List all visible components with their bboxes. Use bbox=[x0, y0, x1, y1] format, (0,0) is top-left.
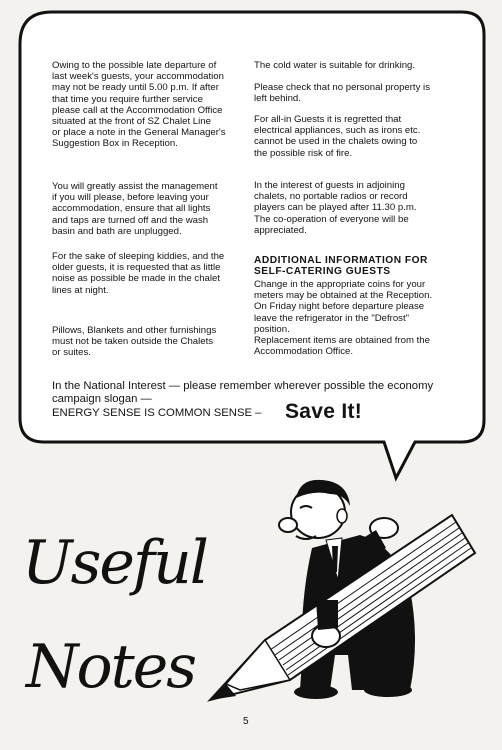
text-line: last week's guests, your accommodation bbox=[52, 71, 224, 83]
text-line: electrical appliances, such as irons etc. bbox=[254, 125, 421, 137]
text-line: basin and bath are unplugged. bbox=[52, 225, 182, 237]
text-line: meters may be obtained at the Reception. bbox=[254, 290, 433, 302]
text-line: players can be played after 11.30 p.m. bbox=[254, 202, 417, 214]
text-line: noise as possible be made in the chalet bbox=[52, 273, 220, 285]
text-line: left behind. bbox=[254, 93, 301, 105]
text-line: Owing to the possible late departure of bbox=[52, 60, 217, 71]
text-line: older guests, it is requested that as little bbox=[52, 262, 221, 274]
useful-title: Useful bbox=[22, 528, 207, 598]
text-line: must not be taken outside the Chalets bbox=[52, 336, 214, 348]
text-line: Replacement items are obtained from the bbox=[254, 335, 430, 347]
text-line: In the interest of guests in adjoining bbox=[254, 180, 405, 191]
text-line: campaign slogan — bbox=[52, 393, 152, 405]
notes-title: Notes bbox=[26, 632, 196, 702]
text-line: Pillows, Blankets and other furnishings bbox=[52, 325, 217, 336]
text-line: For the sake of sleeping kiddies, and the bbox=[52, 251, 225, 262]
text-line: chalets, no portable radios or record bbox=[254, 191, 408, 203]
text-line: In the National Interest — please remember wherever possible the economy bbox=[52, 380, 434, 392]
text-line: You will greatly assist the management bbox=[52, 181, 218, 192]
text-line: cannot be used in the chalets owing to bbox=[254, 136, 418, 148]
text-line: accommodation, ensure that all lights bbox=[52, 203, 211, 215]
text-line: if you will please, before leaving your bbox=[52, 192, 209, 204]
text-line: Please check that no personal property is bbox=[254, 82, 430, 93]
heading-line: ADDITIONAL INFORMATION FOR bbox=[254, 255, 428, 266]
text-line: Change in the appropriate coins for your bbox=[254, 279, 426, 290]
text-line: position. bbox=[254, 323, 290, 335]
energy-slogan: ENERGY SENSE IS COMMON SENSE – bbox=[52, 407, 262, 419]
text-line: or suites. bbox=[52, 347, 91, 359]
text-line: lines at night. bbox=[52, 284, 109, 296]
text-line: Suggestion Box in Reception. bbox=[52, 138, 178, 150]
text-line: or place a note in the General Manager's bbox=[52, 127, 226, 139]
text-line: appreciated. bbox=[254, 224, 307, 236]
heading-line: SELF-CATERING GUESTS bbox=[254, 266, 391, 278]
text-line: the possible risk of fire. bbox=[254, 147, 353, 159]
text-line: On Friday night before departure please bbox=[254, 301, 425, 313]
page-number: 5 bbox=[243, 716, 249, 727]
text-line: The co-operation of everyone will be bbox=[254, 213, 409, 225]
save-it-slogan: Save It! bbox=[285, 400, 363, 423]
text-line: situated at the front of SZ Chalet Line bbox=[52, 116, 211, 128]
text-line: The cold water is suitable for drinking. bbox=[254, 60, 416, 71]
text-line: may not be ready until 5.00 p.m. If after bbox=[52, 82, 219, 94]
text-line: leave the refrigerator in the "Defrost" bbox=[254, 312, 410, 324]
text-line: Accommodation Office. bbox=[254, 346, 354, 358]
text-line: and taps are turned off and the wash bbox=[52, 214, 209, 226]
text-line: For all-in Guests it is regretted that bbox=[254, 114, 402, 125]
text-line: that time you require further service bbox=[52, 93, 203, 105]
text-line: please call at the Accommodation Office bbox=[52, 104, 223, 116]
